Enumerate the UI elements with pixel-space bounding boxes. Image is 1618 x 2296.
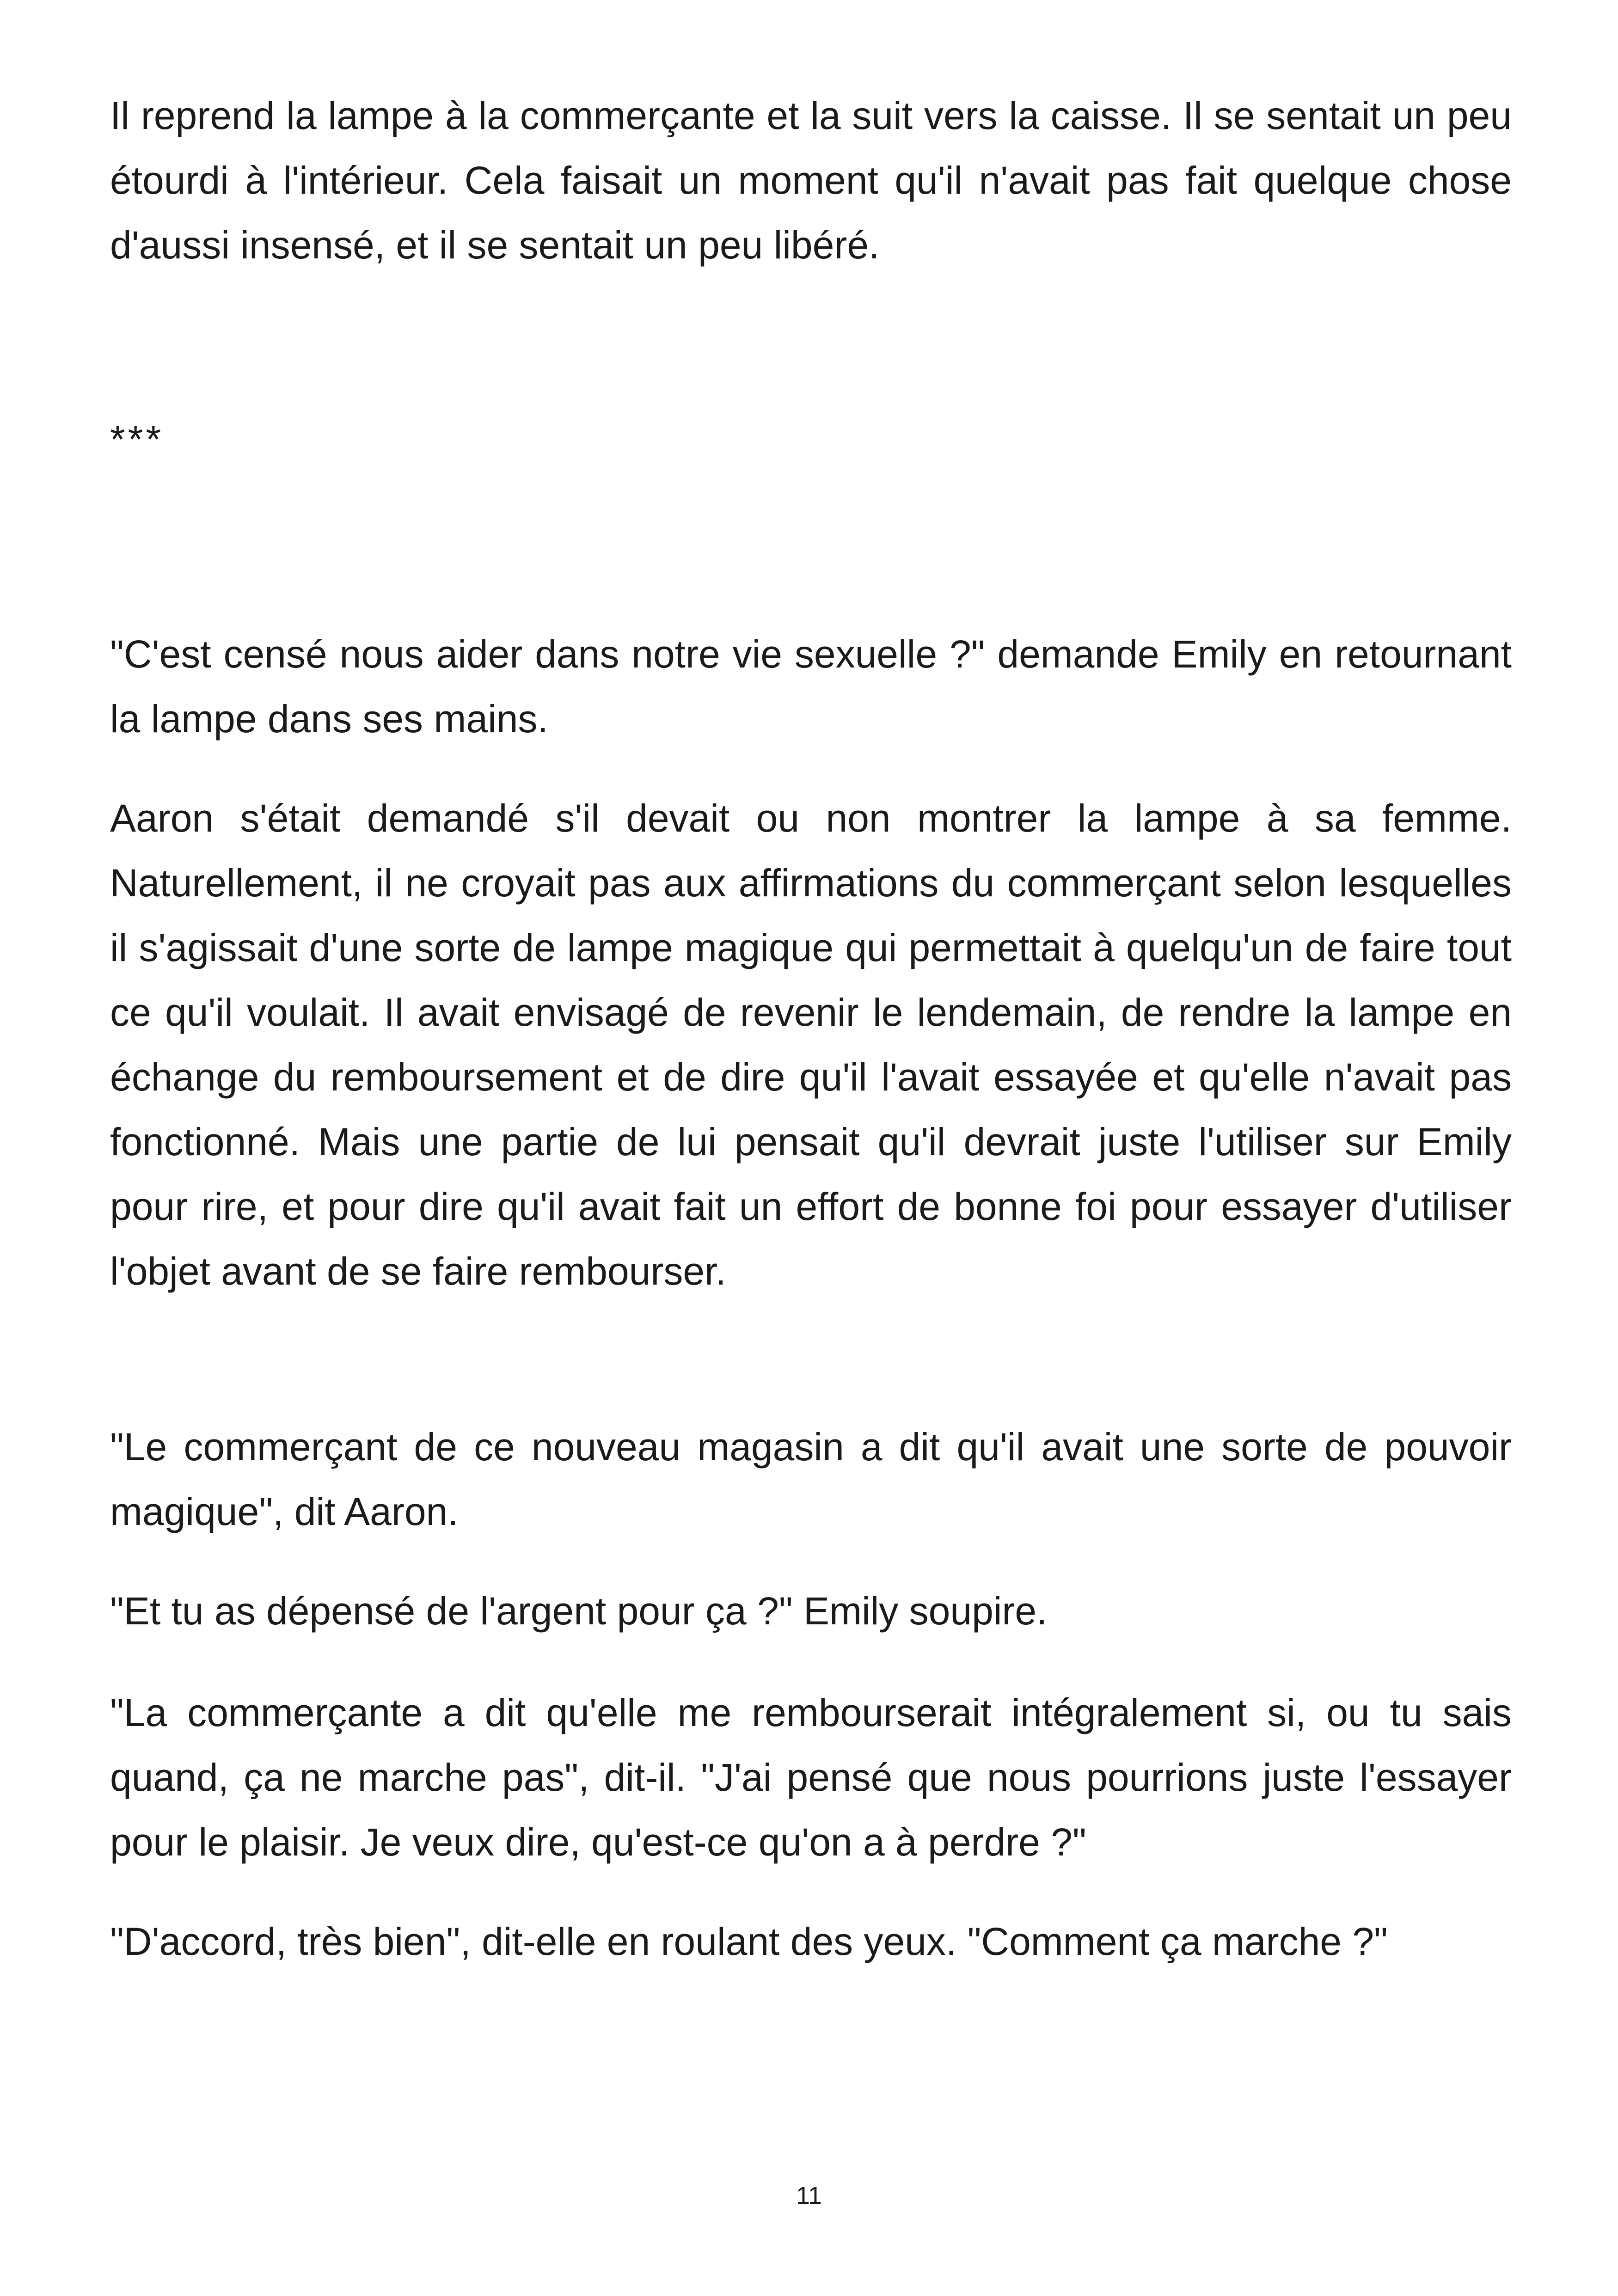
paragraph-emily-agrees: "D'accord, très bien", dit-elle en roulant des yeux. "Comment ça marche ?"	[110, 1920, 1388, 1963]
paragraph-aaron-reflection: Aaron s'était demandé s'il devait ou non montrer la lampe à sa femme. Naturellement, il ne croyait pas aux affirmations du commerçant selon lesquelles il s'agissait d'une sorte de lampe magique qui permettait à quelqu'un de faire tout ce qu'il voulait. Il avait envisagé de revenir le lendemain, de rendre la lampe en échange du remboursement et de dire qu'il l'avait essayée et qu'elle n'avait pas fonctionné. Mais une partie de lui pensait qu'il devrait juste l'utiliser sur Emily pour rire, et pour dire qu'il avait fait un effort de bonne foi pour essayer d'utiliser l'objet avant de se faire rembourser.	[110, 796, 1512, 1293]
paragraph-merchant-claim: "Le commerçant de ce nouveau magasin a dit qu'il avait une sorte de pouvoir magique", dit Aaron.	[110, 1425, 1512, 1533]
paragraph-intro: Il reprend la lampe à la commerçante et la suit vers la caisse. Il se sentait un peu étourdi à l'intérieur. Cela faisait un moment qu'il n'avait pas fait quelque chose d'aussi insensé, et il se sentait un peu libéré.	[110, 94, 1512, 267]
scene-separator: ***	[110, 417, 164, 461]
paragraph-emily-question: "C'est censé nous aider dans notre vie sexuelle ?" demande Emily en retournant la lampe dans ses mains.	[110, 632, 1512, 741]
paragraph-refund: "La commerçante a dit qu'elle me rembourserait intégralement si, ou tu sais quand, ça ne marche pas", dit-il. "J'ai pensé que nous pourrions juste l'essayer pour le plaisir. Je veux dire, qu'est-ce qu'on a à perdre ?"	[110, 1691, 1512, 1864]
paragraph-emily-sigh: "Et tu as dépensé de l'argent pour ça ?" Emily soupire.	[110, 1589, 1048, 1633]
page-number: 11	[796, 2182, 822, 2210]
